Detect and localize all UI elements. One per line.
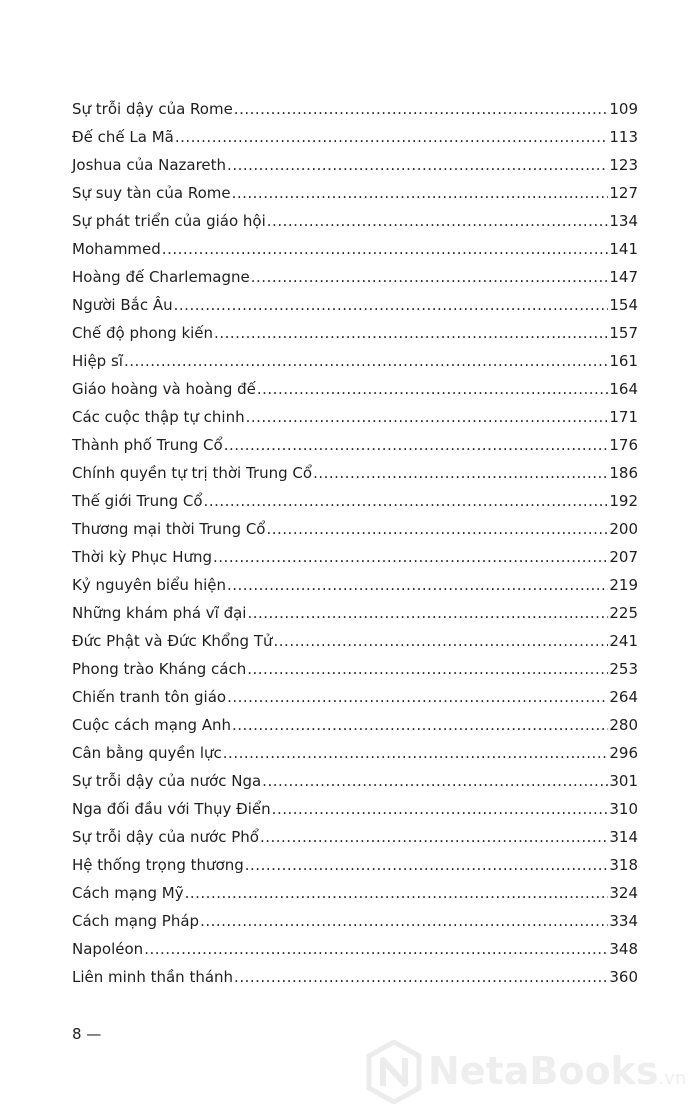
toc-entry bbox=[72, 431, 638, 459]
toc-entry bbox=[72, 515, 638, 543]
toc-entry-page-number: 200 bbox=[609, 520, 638, 538]
toc-dot-leader bbox=[213, 543, 608, 571]
toc-entry bbox=[72, 151, 638, 179]
toc-entry-title: Liên minh thần thánh bbox=[72, 968, 234, 986]
toc-entry-title: Chế độ phong kiến bbox=[72, 324, 214, 342]
toc-entry-page-number: 253 bbox=[609, 660, 638, 678]
toc-dot-leader bbox=[144, 935, 608, 963]
watermark-suffix: .vn bbox=[658, 1068, 687, 1089]
toc-entry bbox=[72, 319, 638, 347]
toc-entry-title: Sự trỗi dậy của nước Nga bbox=[72, 772, 262, 790]
toc-entry bbox=[72, 963, 638, 991]
toc-entry-title: Chiến tranh tôn giáo bbox=[72, 688, 227, 706]
toc-entry-title: Cuộc cách mạng Anh bbox=[72, 716, 232, 734]
toc-dot-leader bbox=[251, 263, 609, 291]
toc-dot-leader bbox=[200, 907, 608, 935]
toc-entry-page-number: 127 bbox=[609, 184, 638, 202]
toc-entry-page-number: 324 bbox=[609, 884, 638, 902]
toc-dot-leader bbox=[232, 179, 609, 207]
toc-entry bbox=[72, 711, 638, 739]
toc-entry-title: Hệ thống trọng thương bbox=[72, 856, 244, 874]
toc-dot-leader bbox=[174, 291, 609, 319]
toc-entry-title: Cách mạng Pháp bbox=[72, 912, 200, 930]
toc-entry-page-number: 113 bbox=[609, 128, 638, 146]
toc-entry-title: Người Bắc Âu bbox=[72, 296, 173, 314]
toc-dot-leader bbox=[313, 459, 608, 487]
toc-dot-leader bbox=[214, 319, 608, 347]
toc-entry bbox=[72, 599, 638, 627]
toc-entry-page-number: 241 bbox=[609, 632, 638, 650]
toc-entry-title: Thế giới Trung Cổ bbox=[72, 492, 203, 510]
toc-entry bbox=[72, 291, 638, 319]
toc-entry bbox=[72, 823, 638, 851]
watermark-brand: NetaBooks bbox=[428, 1049, 659, 1093]
toc-dot-leader bbox=[227, 683, 608, 711]
toc-dot-leader bbox=[245, 851, 609, 879]
toc-entry-title: Đế chế La Mã bbox=[72, 128, 174, 146]
toc-dot-leader bbox=[124, 347, 608, 375]
toc-entry bbox=[72, 95, 638, 123]
toc-entry-title: Phong trào Kháng cách bbox=[72, 660, 247, 678]
toc-entry-page-number: 186 bbox=[609, 464, 638, 482]
toc-entry-title: Sự suy tàn của Rome bbox=[72, 184, 231, 202]
toc-entry-title: Cân bằng quyền lực bbox=[72, 744, 222, 762]
toc-dot-leader bbox=[234, 963, 608, 991]
toc-entry bbox=[72, 683, 638, 711]
toc-dot-leader bbox=[185, 879, 609, 907]
toc-entry bbox=[72, 207, 638, 235]
toc-dot-leader bbox=[274, 627, 609, 655]
toc-dot-leader bbox=[232, 711, 608, 739]
toc-entry-page-number: 192 bbox=[609, 492, 638, 510]
toc-entry-page-number: 171 bbox=[609, 408, 638, 426]
toc-entry bbox=[72, 403, 638, 431]
toc-entry bbox=[72, 347, 638, 375]
toc-entry-title: Sự trỗi dậy của Rome bbox=[72, 100, 233, 118]
toc-entry-title: Mohammed bbox=[72, 240, 161, 258]
toc-dot-leader bbox=[267, 207, 609, 235]
toc-entry-title: Joshua của Nazareth bbox=[72, 156, 227, 174]
toc-entry-page-number: 161 bbox=[609, 352, 638, 370]
toc-entry-page-number: 164 bbox=[609, 380, 638, 398]
toc-entry-page-number: 264 bbox=[609, 688, 638, 706]
toc-entry bbox=[72, 571, 638, 599]
toc-dot-leader bbox=[262, 767, 608, 795]
toc-dot-leader bbox=[175, 123, 609, 151]
toc-entry bbox=[72, 375, 638, 403]
toc-entry-page-number: 147 bbox=[609, 268, 638, 286]
netabooks-logo-icon bbox=[366, 1040, 422, 1104]
toc-dot-leader bbox=[224, 431, 609, 459]
toc-entry-page-number: 360 bbox=[609, 968, 638, 986]
toc-entry-page-number: 207 bbox=[609, 548, 638, 566]
toc-entry-title: Nga đối đầu với Thụy Điển bbox=[72, 800, 271, 818]
toc-dot-leader bbox=[162, 235, 609, 263]
toc-entry bbox=[72, 795, 638, 823]
toc-entry-title: Các cuộc thập tự chinh bbox=[72, 408, 245, 426]
toc-entry bbox=[72, 235, 638, 263]
toc-entry-title: Sự phát triển của giáo hội bbox=[72, 212, 266, 230]
toc-dot-leader bbox=[227, 151, 608, 179]
toc-entry bbox=[72, 459, 638, 487]
toc-entry bbox=[72, 739, 638, 767]
toc-entry bbox=[72, 627, 638, 655]
toc-entry-title: Kỷ nguyên biểu hiện bbox=[72, 576, 226, 594]
toc-dot-leader bbox=[260, 823, 608, 851]
toc-entry-page-number: 109 bbox=[609, 100, 638, 118]
toc-dot-leader bbox=[257, 375, 608, 403]
table-of-contents bbox=[72, 95, 638, 991]
toc-entry-page-number: 301 bbox=[609, 772, 638, 790]
toc-entry bbox=[72, 263, 638, 291]
toc-entry-title: Thời kỳ Phục Hưng bbox=[72, 548, 213, 566]
toc-entry-page-number: 134 bbox=[609, 212, 638, 230]
toc-entry-title: Hiệp sĩ bbox=[72, 352, 123, 370]
toc-entry bbox=[72, 851, 638, 879]
toc-dot-leader bbox=[246, 403, 609, 431]
toc-entry-page-number: 310 bbox=[609, 800, 638, 818]
toc-entry-page-number: 123 bbox=[609, 156, 638, 174]
toc-entry-title: Thương mại thời Trung Cổ bbox=[72, 520, 266, 538]
toc-entry-page-number: 154 bbox=[609, 296, 638, 314]
toc-entry bbox=[72, 767, 638, 795]
toc-entry-title: Chính quyền tự trị thời Trung Cổ bbox=[72, 464, 313, 482]
toc-entry-title: Giáo hoàng và hoàng đế bbox=[72, 380, 256, 398]
toc-dot-leader bbox=[223, 739, 609, 767]
toc-entry bbox=[72, 179, 638, 207]
toc-entry-page-number: 157 bbox=[609, 324, 638, 342]
toc-entry-page-number: 280 bbox=[609, 716, 638, 734]
toc-entry bbox=[72, 655, 638, 683]
toc-dot-leader bbox=[247, 599, 608, 627]
toc-entry bbox=[72, 935, 638, 963]
toc-entry-page-number: 141 bbox=[609, 240, 638, 258]
toc-entry-title: Đức Phật và Đức Khổng Tử bbox=[72, 632, 273, 650]
toc-entry bbox=[72, 543, 638, 571]
toc-entry-page-number: 296 bbox=[609, 744, 638, 762]
toc-dot-leader bbox=[227, 571, 608, 599]
toc-dot-leader bbox=[272, 795, 609, 823]
toc-dot-leader bbox=[247, 655, 608, 683]
toc-entry bbox=[72, 907, 638, 935]
toc-entry-page-number: 219 bbox=[609, 576, 638, 594]
toc-entry bbox=[72, 487, 638, 515]
netabooks-watermark bbox=[366, 1040, 686, 1106]
toc-entry-page-number: 334 bbox=[609, 912, 638, 930]
toc-entry-title: Hoàng đế Charlemagne bbox=[72, 268, 250, 286]
toc-entry-title: Thành phố Trung Cổ bbox=[72, 436, 223, 454]
toc-entry-title: Napoléon bbox=[72, 940, 144, 958]
toc-dot-leader bbox=[234, 95, 609, 123]
toc-entry-page-number: 176 bbox=[609, 436, 638, 454]
watermark-text bbox=[428, 1046, 686, 1104]
toc-entry-title: Cách mạng Mỹ bbox=[72, 884, 184, 902]
toc-entry bbox=[72, 879, 638, 907]
toc-entry-page-number: 225 bbox=[609, 604, 638, 622]
toc-entry-title: Sự trỗi dậy của nước Phổ bbox=[72, 828, 259, 846]
toc-entry-page-number: 314 bbox=[609, 828, 638, 846]
toc-dot-leader bbox=[204, 487, 609, 515]
toc-entry-page-number: 348 bbox=[609, 940, 638, 958]
toc-entry-title: Những khám phá vĩ đại bbox=[72, 604, 247, 622]
toc-entry bbox=[72, 123, 638, 151]
toc-entry-page-number: 318 bbox=[609, 856, 638, 874]
page-number: 8 — bbox=[72, 1025, 102, 1043]
toc-dot-leader bbox=[266, 515, 608, 543]
